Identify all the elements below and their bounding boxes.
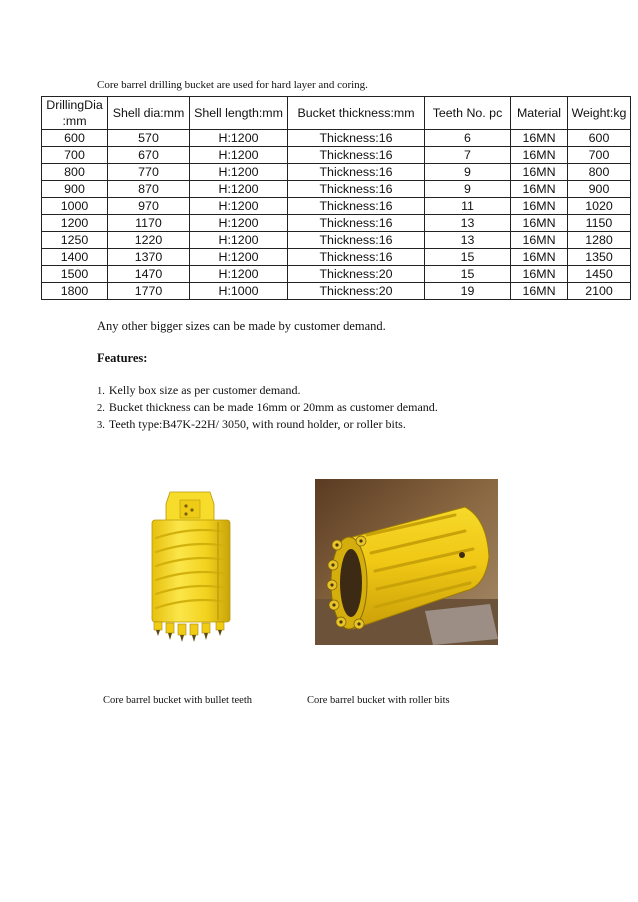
shell-dia-cell: 570 (108, 130, 190, 147)
roller-bits-bucket-image (315, 479, 498, 645)
shell-length-cell: H:1200 (190, 198, 288, 215)
bucket-thickness-cell: Thickness:16 (288, 249, 425, 266)
shell-dia-cell: 670 (108, 147, 190, 164)
teeth-no-cell: 15 (425, 249, 511, 266)
bucket-thickness-cell: Thickness:16 (288, 181, 425, 198)
feature-text: Kelly box size as per customer demand. (108, 383, 301, 397)
bullet-teeth-caption: Core barrel bucket with bullet teeth (103, 695, 252, 706)
table-row (42, 215, 631, 232)
feature-number: 2. (97, 403, 105, 414)
shell-dia-cell: 870 (108, 181, 190, 198)
header-shell-length: Shell length:mm (190, 97, 288, 130)
table-row (42, 147, 631, 164)
shell-dia-cell: 1220 (108, 232, 190, 249)
shell-length-cell: H:1200 (190, 164, 288, 181)
bucket-thickness-cell: Thickness:16 (288, 164, 425, 181)
shell-dia-cell: 770 (108, 164, 190, 181)
shell-length-cell: H:1000 (190, 283, 288, 300)
weight-cell: 600 (568, 130, 631, 147)
table-row (42, 181, 631, 198)
drilling-dia-cell: 800 (42, 164, 108, 181)
table-row (42, 266, 631, 283)
shell-dia-cell: 1170 (108, 215, 190, 232)
table-row (42, 164, 631, 181)
drilling-dia-cell: 700 (42, 147, 108, 164)
header-shell-dia: Shell dia:mm (108, 97, 190, 130)
material-cell: 16MN (511, 266, 568, 283)
weight-cell: 1450 (568, 266, 631, 283)
material-cell: 16MN (511, 232, 568, 249)
shell-dia-cell: 1470 (108, 266, 190, 283)
drilling-dia-cell: 1500 (42, 266, 108, 283)
shell-length-cell: H:1200 (190, 266, 288, 283)
shell-dia-cell: 1370 (108, 249, 190, 266)
intro-text: Core barrel drilling bucket are used for hard layer and coring. (97, 79, 368, 91)
weight-cell: 1350 (568, 249, 631, 266)
weight-cell: 1280 (568, 232, 631, 249)
table-row (42, 198, 631, 215)
material-cell: 16MN (511, 164, 568, 181)
weight-cell: 900 (568, 181, 631, 198)
weight-cell: 700 (568, 147, 631, 164)
table-row (42, 249, 631, 266)
feature-item (97, 382, 438, 399)
bucket-thickness-cell: Thickness:16 (288, 215, 425, 232)
header-drilling-dia: DrillingDia :mm (42, 97, 108, 130)
shell-length-cell: H:1200 (190, 215, 288, 232)
table-header-row (42, 97, 631, 130)
bucket-thickness-cell: Thickness:16 (288, 147, 425, 164)
material-cell: 16MN (511, 147, 568, 164)
features-heading: Features: (97, 351, 148, 365)
drilling-dia-cell: 600 (42, 130, 108, 147)
header-material: Material (511, 97, 568, 130)
teeth-no-cell: 15 (425, 266, 511, 283)
drilling-dia-cell: 1400 (42, 249, 108, 266)
feature-item (97, 416, 438, 433)
material-cell: 16MN (511, 215, 568, 232)
shell-dia-cell: 1770 (108, 283, 190, 300)
material-cell: 16MN (511, 283, 568, 300)
drilling-dia-cell: 1800 (42, 283, 108, 300)
drilling-dia-cell: 1000 (42, 198, 108, 215)
bucket-thickness-cell: Thickness:20 (288, 283, 425, 300)
header-bucket-thickness: Bucket thickness:mm (288, 97, 425, 130)
feature-text: Bucket thickness can be made 16mm or 20mm as customer demand. (108, 400, 438, 414)
header-weight: Weight:kg (568, 97, 631, 130)
shell-length-cell: H:1200 (190, 130, 288, 147)
roller-bits-caption: Core barrel bucket with roller bits (307, 695, 450, 706)
bigger-sizes-note: Any other bigger sizes can be made by customer demand. (97, 319, 386, 333)
teeth-no-cell: 11 (425, 198, 511, 215)
material-cell: 16MN (511, 181, 568, 198)
teeth-no-cell: 19 (425, 283, 511, 300)
table-row (42, 130, 631, 147)
bucket-thickness-cell: Thickness:16 (288, 130, 425, 147)
teeth-no-cell: 13 (425, 232, 511, 249)
bucket-thickness-cell: Thickness:16 (288, 232, 425, 249)
table-row (42, 283, 631, 300)
feature-number: 1. (97, 386, 105, 397)
weight-cell: 1020 (568, 198, 631, 215)
feature-text: Teeth type:B47K-22H/ 3050, with round holder, or roller bits. (108, 417, 406, 431)
header-teeth-no: Teeth No. pc (425, 97, 511, 130)
material-cell: 16MN (511, 198, 568, 215)
weight-cell: 1150 (568, 215, 631, 232)
weight-cell: 800 (568, 164, 631, 181)
feature-number: 3. (97, 420, 105, 431)
shell-length-cell: H:1200 (190, 232, 288, 249)
teeth-no-cell: 7 (425, 147, 511, 164)
shell-length-cell: H:1200 (190, 181, 288, 198)
drilling-dia-cell: 900 (42, 181, 108, 198)
material-cell: 16MN (511, 130, 568, 147)
teeth-no-cell: 9 (425, 181, 511, 198)
bucket-thickness-cell: Thickness:16 (288, 198, 425, 215)
bullet-teeth-bucket-image (140, 486, 240, 646)
material-cell: 16MN (511, 249, 568, 266)
shell-length-cell: H:1200 (190, 147, 288, 164)
shell-dia-cell: 970 (108, 198, 190, 215)
teeth-no-cell: 6 (425, 130, 511, 147)
table-row (42, 232, 631, 249)
shell-length-cell: H:1200 (190, 249, 288, 266)
drilling-dia-cell: 1200 (42, 215, 108, 232)
bucket-thickness-cell: Thickness:20 (288, 266, 425, 283)
weight-cell: 2100 (568, 283, 631, 300)
teeth-no-cell: 13 (425, 215, 511, 232)
spec-table (41, 96, 631, 300)
drilling-dia-cell: 1250 (42, 232, 108, 249)
features-list (97, 382, 438, 433)
teeth-no-cell: 9 (425, 164, 511, 181)
table-body (42, 130, 631, 300)
feature-item (97, 399, 438, 416)
